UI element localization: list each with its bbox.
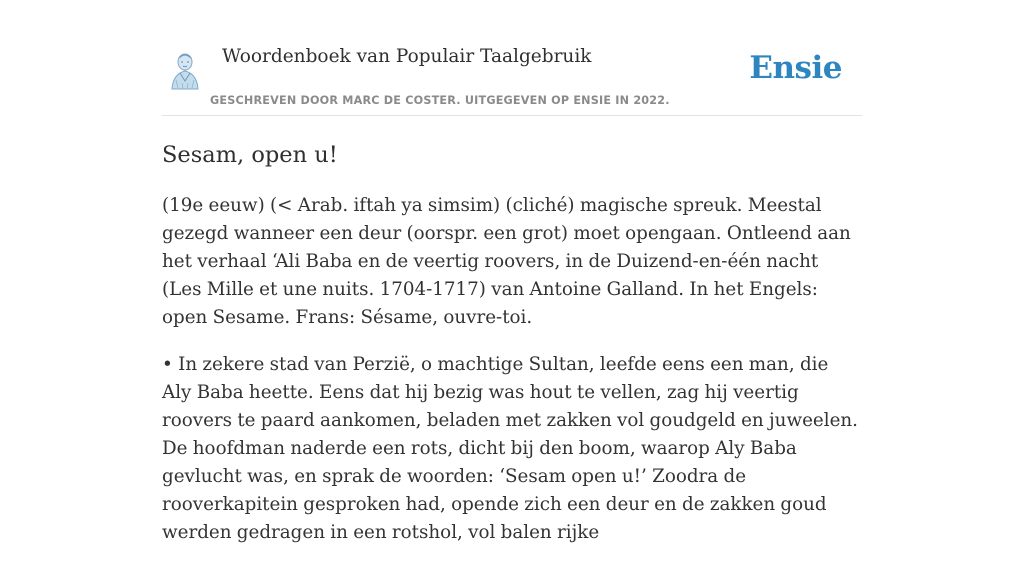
portrait-illustration-icon[interactable] [168,50,202,90]
book-title[interactable]: Woordenboek van Populair Taalgebruik [222,46,592,67]
entry-paragraph: • In zekere stad van Perzië, o machtige Sultan, leefde eens een man, die Aly Baba heette. Eens dat hij bezig was hout te vellen, zag hij veertig roovers te paard aankomen, beladen met zakken vol goudgeld en juweelen. De hoofdman naderde een rots, dicht bij den boom, waarop Aly Baba gevlucht was, en sprak de woorden: ‘Sesam open u!’ Zoodra de rooverkapitein gesproken had, opende zich een deur en de zakken goud werden gedragen in een rotshol, vol balen rijke [162,354,858,543]
ensie-logo-link[interactable]: Ensie [749,50,842,86]
byline: GESCHREVEN DOOR MARC DE COSTER. UITGEGEVEN OP ENSIE IN 2022. [210,94,670,107]
entry-content [162,138,862,566]
entry-paragraph: (19e eeuw) (< Arab. iftah ya simsim) (cliché) magische spreuk. Meestal gezegd wanneer een deur (oorspr. een grot) moet opengaan. Ontleend aan het verhaal ‘Ali Baba en de veertig roovers, in de Duizend-en-één nacht (Les Mille et une nuits. 1704-1717) van Antoine Galland. In het Engels: open Sesame. Frans: Sésame, ouvre-toi. [162,195,851,328]
site-header [162,40,862,116]
entry-title: Sesam, open u! [162,142,338,168]
